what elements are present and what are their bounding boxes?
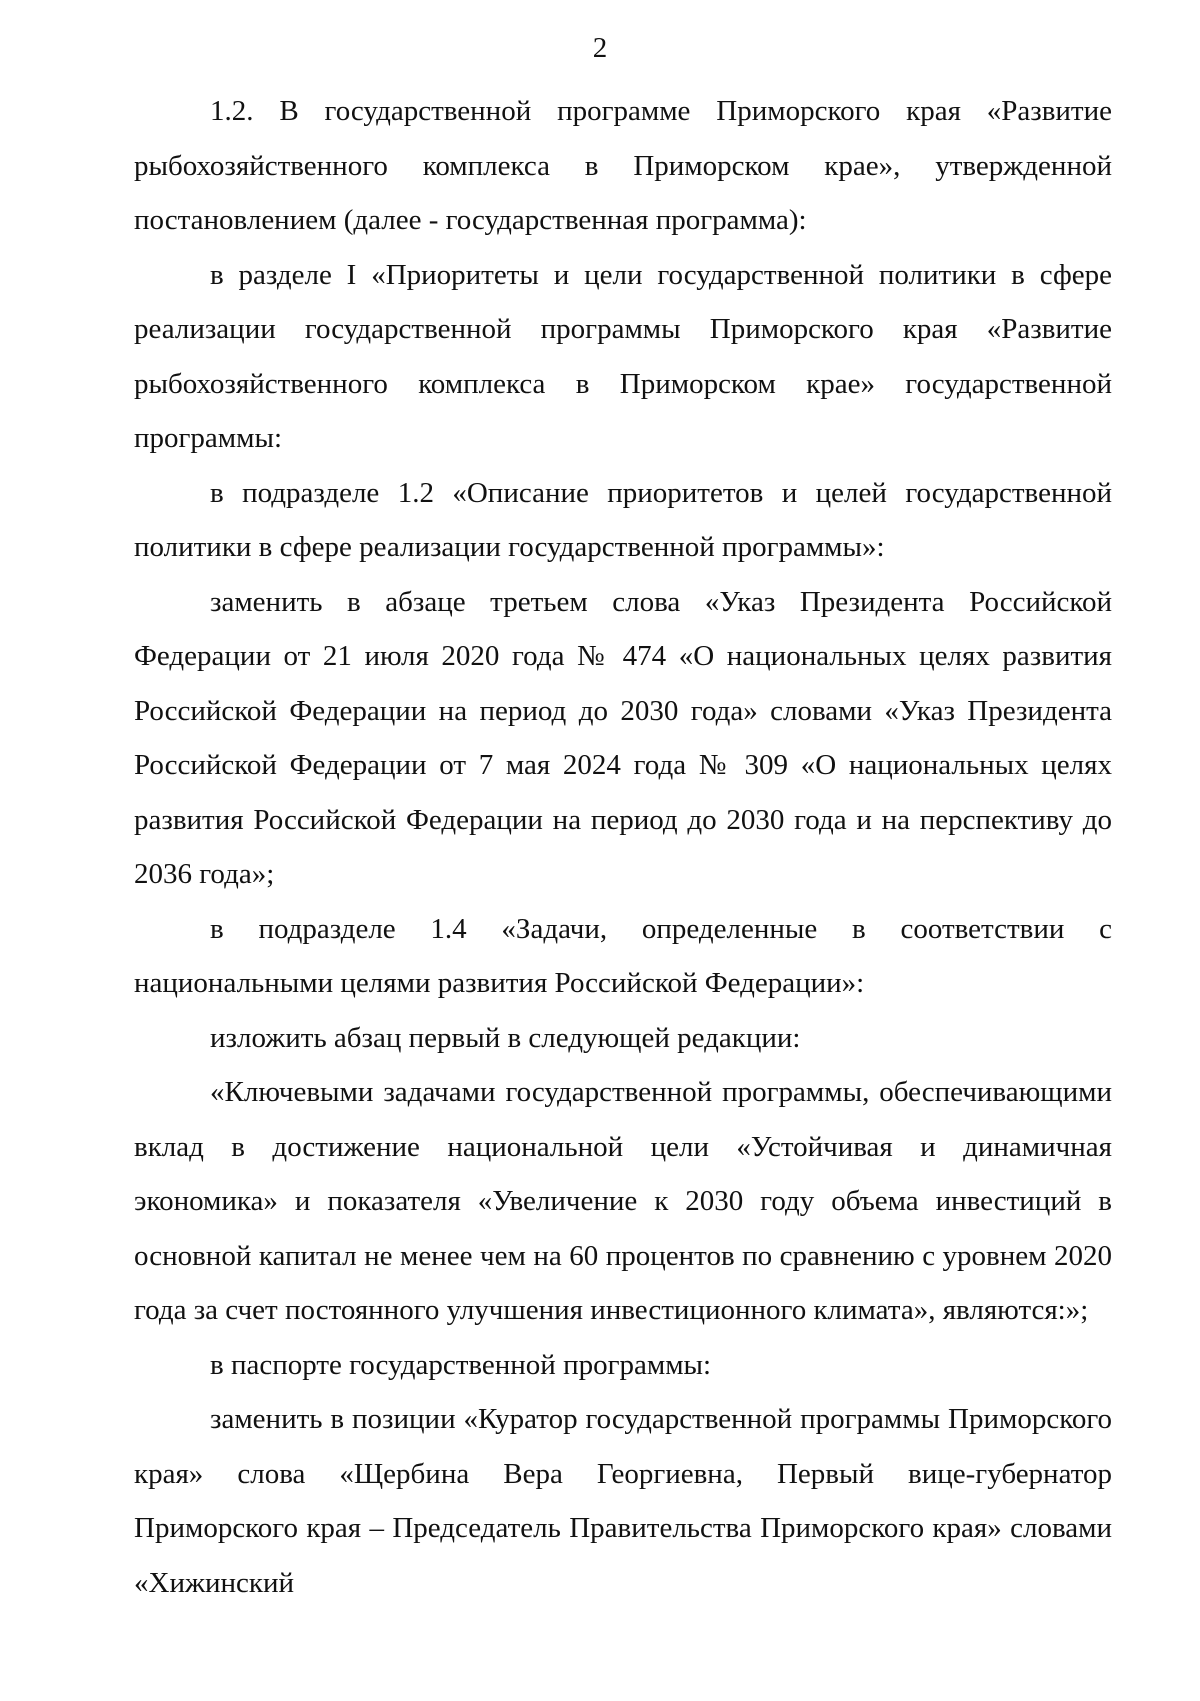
page-number: 2 [592, 32, 608, 64]
paragraph-replace-decree: заменить в абзаце третьем слова «Указ Президента Российской Федерации от 21 июля 2020 года № 474 «О национальных целях развития Российской Федерации на период до 2030 года» словами «Указ Президента Российской Федерации от 7 мая 2024 года № 309 «О национальных целях развития Российской Федерации на период до 2030 года и на перспективу до 2036 года»; [134, 585, 1112, 890]
paragraph-key-tasks-quote: «Ключевыми задачами государственной программы, обеспечивающими вклад в достижение национальной цели «Устойчивая и динамичная экономика» и показателя «Увеличение к 2030 году объема инвестиций в основной капитал не менее чем на 60 процентов по сравнению с уровнем 2020 года за счет постоянного улучшения инвестиционного климата», являются:»; [134, 1076, 1112, 1326]
paragraph-subsection-1-4: в подразделе 1.4 «Задачи, определенные в соответствии с национальными целями развития Российской Федерации»: [134, 912, 1112, 999]
paragraph-curator-replace: заменить в позиции «Куратор государственной программы Приморского края» слова «Щербина Вера Георгиевна, Первый вице-губернатор Приморского края – Председатель Правительства Приморского края» словами «Хижинский [134, 1403, 1112, 1599]
paragraph-passport: в паспорте государственной программы: [210, 1348, 712, 1381]
paragraph-section-i: в разделе I «Приоритеты и цели государственной политики в сфере реализации государственной программы Приморского края «Развитие рыбохозяйственного комплекса в Приморском крае» государственной программы: [134, 258, 1112, 454]
paragraph-subsection-1-2: в подразделе 1.2 «Описание приоритетов и целей государственной политики в сфере реализации государственной программы»: [134, 476, 1112, 563]
paragraph-restate-first: изложить абзац первый в следующей редакции: [210, 1021, 801, 1054]
paragraph-amendment-1-2: 1.2. В государственной программе Приморского края «Развитие рыбохозяйственного комплекса в Приморском крае», утвержденной постановлением (далее - государственная программа): [134, 95, 1112, 236]
document-body [134, 84, 1112, 1610]
